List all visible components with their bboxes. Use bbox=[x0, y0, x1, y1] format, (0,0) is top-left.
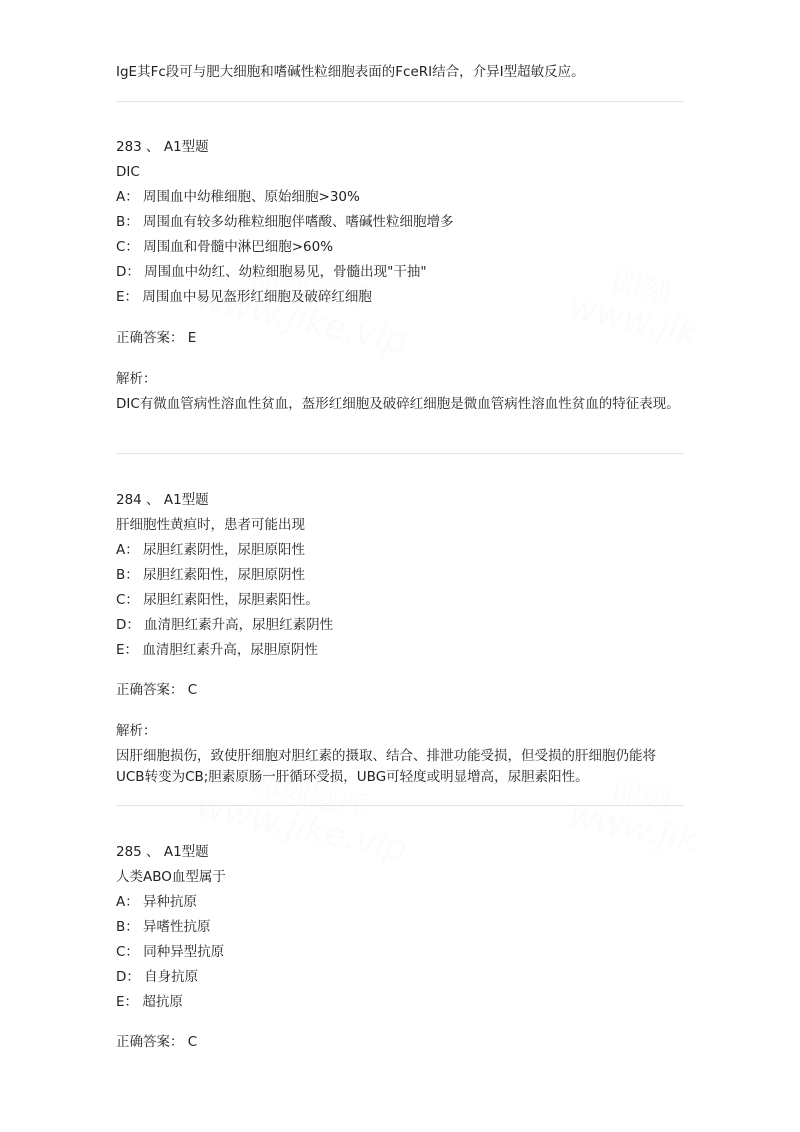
analysis-text: 因肝细胞损伤，致使肝细胞对胆红素的摄取、结合、排泄功能受损，但受损的肝细胞仍能将UCB转变为CB;胆素原肠一肝循环受损，UBG可轻度或明显增高，尿胆素阳性。 bbox=[116, 748, 656, 785]
option-a: A： 异种抗原 bbox=[116, 894, 198, 910]
question-number: 284 、 A1型题 bbox=[116, 492, 209, 508]
question-stem: 肝细胞性黄疸时，患者可能出现 bbox=[116, 517, 305, 533]
watermark-brand-partial bbox=[608, 256, 676, 312]
intro-text: IgE其Fc段可与肥大细胞和嗜碱性粒细胞表面的FceRI结合，介异I型超敏反应。 bbox=[116, 64, 585, 80]
question-stem: 人类ABO血型属于 bbox=[116, 869, 226, 885]
option-e: E： 超抗原 bbox=[116, 994, 183, 1010]
question-number: 285 、 A1型题 bbox=[116, 844, 209, 860]
option-a: A： 周围血中幼稚细胞、原始细胞>30% bbox=[116, 189, 360, 205]
option-b: B： 周围血有较多幼稚粒细胞伴嗜酸、嗜碱性粒细胞增多 bbox=[116, 214, 454, 230]
analysis-label: 解析： bbox=[116, 723, 157, 739]
option-b: B： 尿胆红素阳性，尿胆原阴性 bbox=[116, 567, 306, 583]
watermark-url-partial bbox=[565, 287, 701, 353]
question-number: 283 、 A1型题 bbox=[116, 139, 209, 155]
analysis-label: 解析： bbox=[116, 371, 157, 387]
option-c: C： 同种异型抗原 bbox=[116, 944, 225, 960]
option-a: A： 尿胆红素阴性，尿胆原阳性 bbox=[116, 542, 306, 558]
divider bbox=[116, 101, 684, 102]
watermark-url bbox=[193, 786, 410, 870]
divider bbox=[116, 805, 684, 806]
option-b: B： 异嗜性抗原 bbox=[116, 919, 211, 935]
correct-answer: 正确答案： E bbox=[116, 330, 197, 346]
option-c: C： 尿胆红素阳性，尿胆素阳性。 bbox=[116, 592, 319, 608]
question-stem: DIC bbox=[116, 164, 140, 180]
correct-answer: 正确答案： C bbox=[116, 682, 198, 698]
correct-answer: 正确答案： C bbox=[116, 1034, 198, 1050]
watermark-brand bbox=[247, 250, 374, 318]
option-d: D： 周围血中幼红、幼粒细胞易见，骨髓出现"干抽" bbox=[116, 264, 427, 280]
option-d: D： 血清胆红素升高，尿胆红素阴性 bbox=[116, 617, 334, 633]
option-c: C： 周围血和骨髓中淋巴细胞>60% bbox=[116, 239, 334, 255]
analysis-text: DIC有微血管病性溶血性贫血，盔形红细胞及破碎红细胞是微血管病性溶血性贫血的特征表现。 bbox=[116, 396, 680, 412]
option-e: E： 血清胆红素升高，尿胆原阴性 bbox=[116, 642, 318, 658]
divider bbox=[116, 453, 684, 454]
option-e: E： 周围血中易见盔形红细胞及破碎红细胞 bbox=[116, 289, 372, 305]
option-d: D： 自身抗原 bbox=[116, 969, 199, 985]
